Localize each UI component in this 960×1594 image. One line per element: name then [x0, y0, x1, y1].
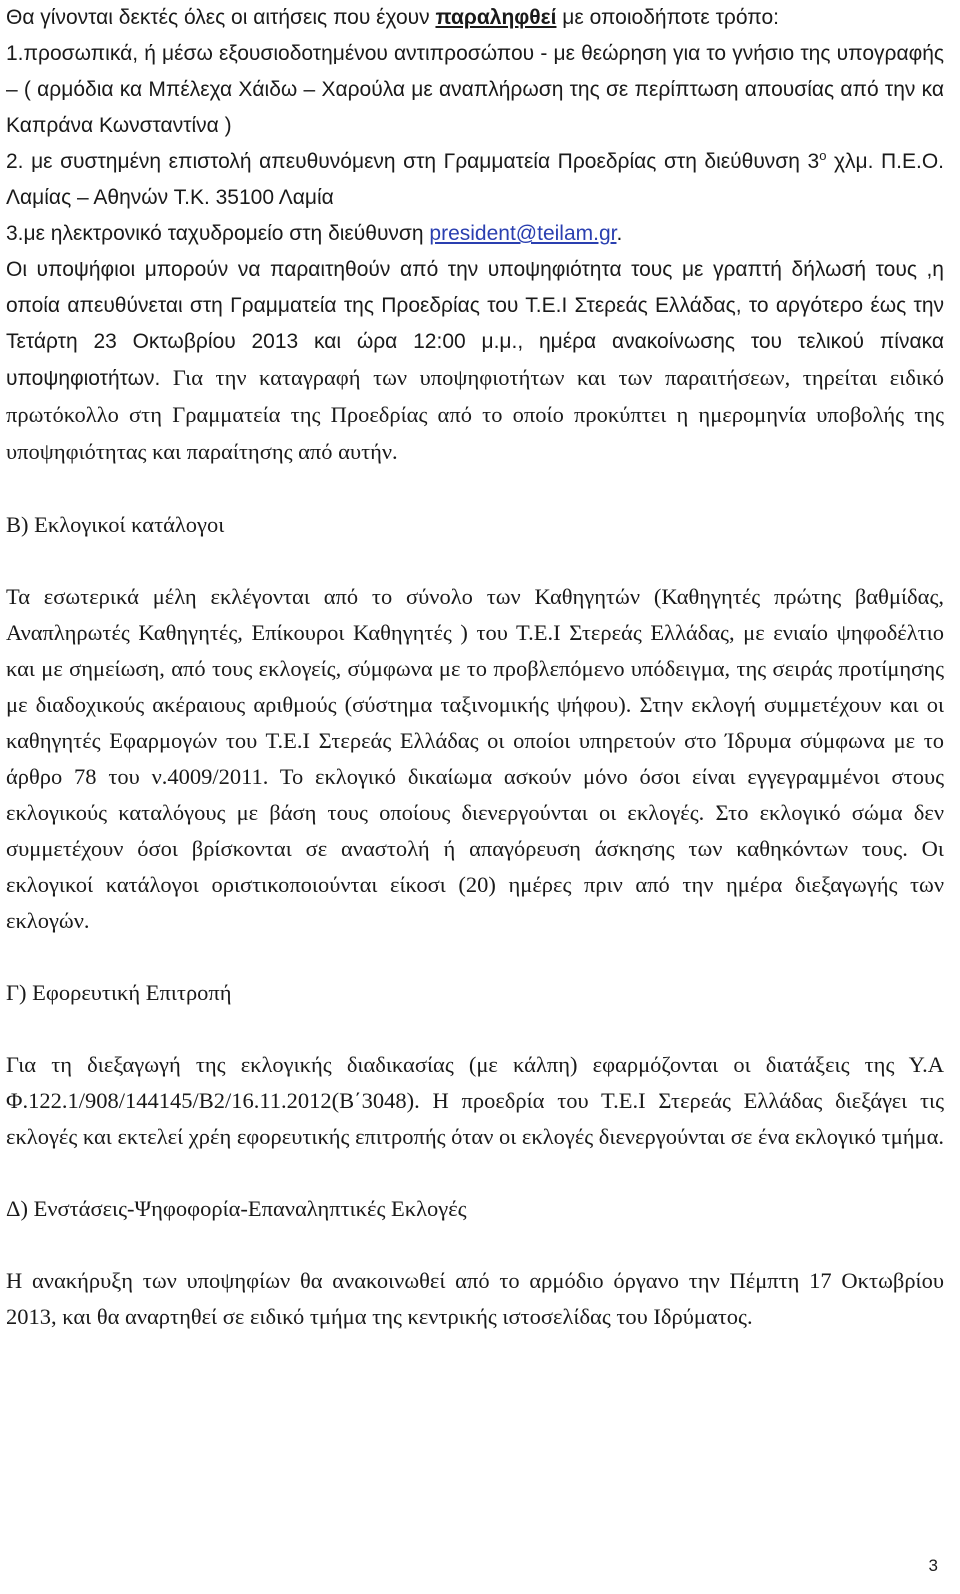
spacer [6, 471, 944, 507]
page-number: 3 [928, 1556, 938, 1575]
section-d-body: Η ανακήρυξη των υποψηφίων θα ανακοινωθεί από το αρμόδιο όργανο την Πέμπτη 17 Οκτωβρίου 2013, και θα αναρτηθεί σε ειδικό τμήμα της κεντρικής ιστοσελίδας του Ιδρύματος. [6, 1268, 944, 1329]
method-2-text: 2. με συστημένη επιστολή απευθυνόμενη στη Γραμματεία Προεδρίας στη διεύθυνση 3 [6, 150, 820, 173]
registry-text: Για την καταγραφή των υποψηφιοτήτων και των παραιτήσεων, τηρείται ειδικό πρωτόκολλο στη Γραμματεία της Προεδρίας από το οποίο προκύπτει η ημερομηνία υποβολής της υποψηφιότητας και παραίτησης από αυτήν. [6, 365, 944, 464]
submission-method-3 [6, 216, 944, 252]
submission-method-1: 1.προσωπικά, ή μέσω εξουσιοδοτημένου αντιπροσώπου - με θεώρηση για το γνήσιο της υπογραφής – ( αρμόδια κα Μπέλεχα Χάιδω – Χαρούλα με αναπλήρωση της σε περίπτωση απουσίας από την κα Καπράνα Κωνσταντίνα ) [6, 42, 944, 137]
section-b-heading: Β) Εκλογικοί κατάλογοι [6, 512, 225, 537]
ordinal-superscript: ο [819, 148, 827, 163]
method-3-text: 3.με ηλεκτρονικό ταχυδρομείο στη διεύθυνση [6, 222, 430, 245]
spacer [6, 1011, 944, 1047]
method-3-end: . [616, 222, 623, 245]
section-c-heading: Γ) Εφορευτική Επιτροπή [6, 980, 232, 1005]
withdrawal-paragraph [6, 252, 944, 471]
section-b-body: Τα εσωτερικά μέλη εκλέγονται από το σύνολο των Καθηγητών (Καθηγητές πρώτης βαθμίδας, Αναπληρωτές Καθηγητές, Επίκουροι Καθηγητές ) του Τ.Ε.Ι Στερεάς Ελλάδας, με ενιαίο ψηφοδέλτιο και με σημείωση, από τους εκλογείς, σύμφωνα με το προβλεπόμενο υπόδειγμα, της σειράς προτίμησης με διαδοχικούς ακέραιους αριθμούς (σύστημα ταξινομικής ψήφου). Στην εκλογή συμμετέχουν και οι καθηγητές Εφαρμογών του Τ.Ε.Ι Στερεάς Ελλάδας οι οποίοι υπηρετούν στο Ίδρυμα σύμφωνα με το άρθρο 78 του ν.4009/2011. Το εκλογικό δικαίωμα ασκούν μόνο όσοι είναι εγγεγραμμένοι στους εκλογικούς καταλόγους με βάση τους οποίους διενεργούνται οι εκλογές. Στο εκλογικό σώμα δεν συμμετέχουν όσοι βρίσκονται σε αναστολή ή απαγόρευση άσκησης των καθηκόντων τους. Οι εκλογικοί κατάλογοι οριστικοποιούνται είκοσι (20) ημέρες πριν από την ημέρα διεξαγωγής των εκλογών. [6, 584, 944, 933]
submission-method-2 [6, 144, 944, 216]
spacer [6, 1155, 944, 1191]
intro-line [6, 0, 944, 36]
section-d-heading: Δ) Ενστάσεις-Ψηφοφορία-Επαναληπτικές Εκλογές [6, 1196, 467, 1221]
email-link[interactable]: president@teilam.gr [429, 222, 617, 245]
intro-line-text: Θα γίνονται δεκτές όλες οι αιτήσεις που έχουν [6, 6, 436, 29]
method-2-address: χλμ. Π.Ε.Ο. Λαμίας – Αθηνών Τ.Κ. 35100 Λαμία [6, 150, 945, 209]
spacer [6, 939, 944, 975]
document-page [6, 0, 944, 1335]
spacer [6, 1227, 944, 1263]
intro-line-end: με οποιοδήποτε τρόπο: [556, 6, 779, 29]
withdrawal-text: Οι υποψήφιοι μπορούν να παραιτηθούν από την υποψηφιότητα τους με γραπτή δήλωσή τους ,η οποία απευθύνεται στη Γραμματεία της Προεδρίας του Τ.Ε.Ι Στερεάς Ελλάδας, το αργότερο έως την Τετάρτη 23 Οκτωβρίου 2013 και ώρα 12:00 μ.μ., ημέρα ανακοίνωσης του τελικού πίνακα υποψηφιοτήτων. [6, 258, 944, 390]
spacer [6, 543, 944, 579]
intro-emphasis: παραληφθεί [435, 6, 557, 29]
section-c-body: Για τη διεξαγωγή της εκλογικής διαδικασίας (με κάλπη) εφαρμόζονται οι διατάξεις της Υ.Α Φ.122.1/908/144145/Β2/16.11.2012(Β΄3048). Η προεδρία του Τ.Ε.Ι Στερεάς Ελλάδας διεξάγει τις εκλογές και εκτελεί χρέη εφορευτικής επιτροπής όταν οι εκλογές διενεργούνται σε ένα εκλογικό τμήμα. [6, 1052, 945, 1149]
